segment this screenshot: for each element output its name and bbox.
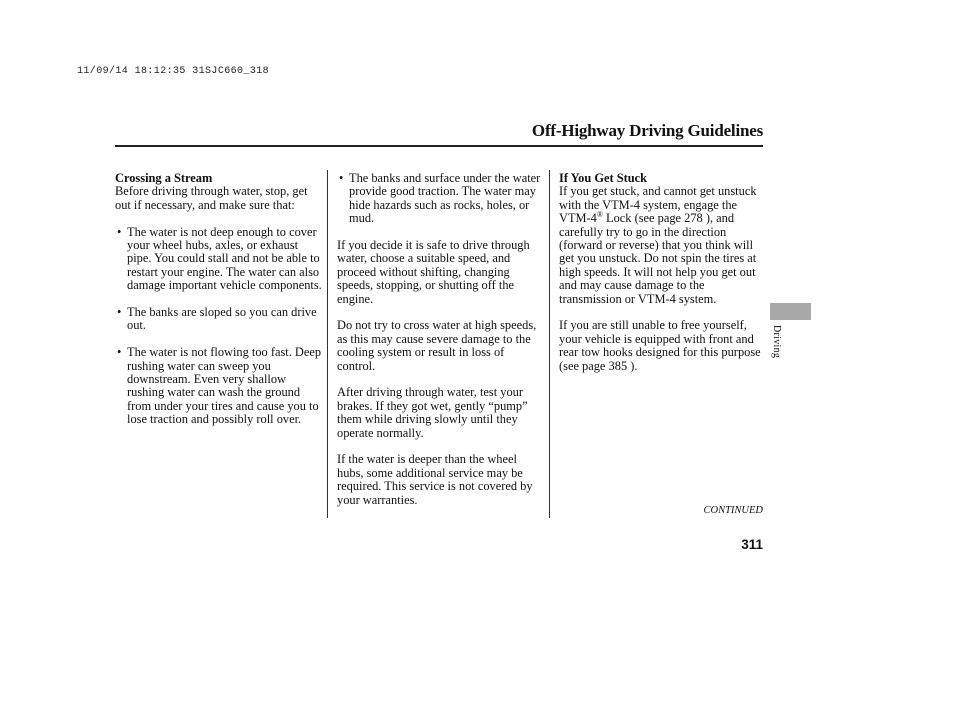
page-number: 311: [741, 537, 763, 552]
text-run: Lock (see page: [602, 211, 685, 226]
section-tab: [770, 303, 811, 320]
column-1: [115, 172, 325, 440]
page-title: Off-Highway Driving Guidelines: [531, 121, 763, 140]
text-run: ).: [627, 358, 638, 373]
column-divider-2: [549, 170, 550, 518]
paragraph: If you decide it is safe to drive through water, choose a suitable speed, and proceed without shifting, changing speeds, stopping, or shutting off the engine.: [337, 238, 530, 306]
continued-label: CONTINUED: [703, 505, 763, 516]
column-3: [559, 172, 769, 386]
bullet-icon: •: [117, 224, 122, 239]
bullet-icon: •: [117, 305, 122, 320]
intro-paragraph: Before driving through water, stop, get out if necessary, and make sure that:: [115, 184, 308, 212]
list-item: [115, 226, 325, 293]
bullet-icon: •: [117, 345, 122, 360]
page-ref-link[interactable]: 385: [608, 358, 628, 373]
text-run: ), and carefully try to go in the direction (forward or reverse) that you think will get you unstuck. Do not spin the tires at high speeds. It will not help you get out and may cause damage to the transmission or VTM-4 system.: [559, 211, 757, 306]
list-item-text: The water is not flowing too fast. Deep rushing water can sweep you downstream. Even very shallow rushing water can wash the ground from under your tires and cause you to lose traction and possibly roll over.: [127, 345, 322, 427]
page-ref-link[interactable]: 278: [684, 211, 703, 226]
paragraph: If the water is deeper than the wheel hubs, some additional service may be required. This service is not covered by your warranties.: [337, 452, 533, 507]
list-item-text: The water is not deep enough to cover your wheel hubs, axles, or exhaust pipe. You could stall and not be able to restart your engine. The water can also damage important vehicle components.: [127, 224, 322, 293]
paragraph: Do not try to cross water at high speeds, as this may cause severe damage to the cooling system or result in loss of control.: [337, 318, 537, 373]
print-timestamp: 11/09/14 18:12:35 31SJC660_318: [77, 66, 270, 77]
column-2: [337, 172, 542, 520]
title-rule: [115, 145, 763, 147]
paragraph: [559, 185, 769, 306]
bullet-icon: •: [339, 171, 344, 185]
side-section-label: Driving: [771, 325, 782, 359]
list-item-text: The banks and surface under the water provide good traction. The water may hide hazards such as rocks, holes, or mud.: [349, 171, 541, 226]
list-item-text: The banks are sloped so you can drive out.: [127, 305, 317, 333]
text-run: If you are still unable to free yourself, your vehicle is equipped with front and rear tow hooks designed for this purpose (see page: [559, 318, 761, 373]
column-divider-1: [327, 170, 328, 518]
list-item: [115, 306, 325, 333]
text-run: If you get stuck, and cannot get unstuck with the VTM-4 system, engage the VTM-4: [559, 184, 757, 226]
list-item: [115, 346, 325, 426]
list-item: [337, 172, 542, 226]
registered-mark: ®: [596, 210, 603, 220]
paragraph: [559, 319, 769, 373]
section-heading-if-stuck: If You Get Stuck: [559, 171, 648, 185]
section-heading-crossing-stream: Crossing a Stream: [115, 171, 213, 185]
paragraph: After driving through water, test your brakes. If they got wet, gently “pump” them while driving slowly until they operate normally.: [337, 385, 528, 440]
